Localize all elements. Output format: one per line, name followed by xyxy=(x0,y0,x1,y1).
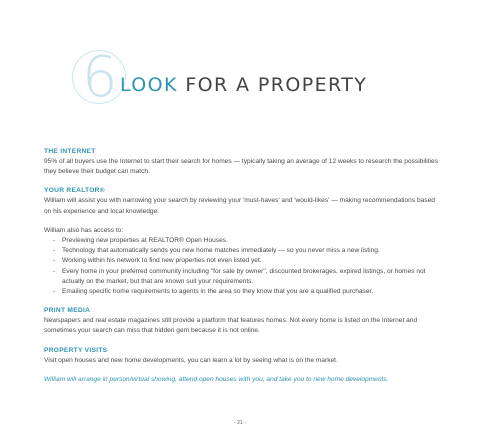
section-number: 6 xyxy=(82,45,118,110)
list-item: - Emailing specific home requirements to agents in the area so they know that you are a qualified purchaser. xyxy=(53,288,374,296)
heading-print-media: PRINT MEDIA xyxy=(44,307,91,315)
document-body xyxy=(44,147,442,385)
page-title-rest: FOR A PROPERTY xyxy=(177,74,368,96)
list-item: - Technology that automatically sends you new home matches immediately — so you never miss a new listing. xyxy=(53,247,380,255)
page-title-accent: LOOK xyxy=(120,74,178,96)
paragraph-print-media: Newspapers and real estate magazines still provide a platform that features homes. Not every home is listed on the Internet and sometimes your search can miss that hidden gem because it is not online. xyxy=(44,317,418,335)
access-list xyxy=(44,236,442,297)
list-item: - Every home in your preferred community including "for sale by owner", discounted brokerages, expired listings, or homes not actually on the market, but that are known suit your requirements. xyxy=(53,267,426,285)
closing-statement: William will arrange in person/virtual showing, attend open houses with you, and take you to new home developments. xyxy=(44,375,389,383)
heading-realtor: YOUR REALTOR® xyxy=(44,187,105,195)
list-item: - Previewing new properties at REALTOR® Open Houses. xyxy=(53,237,228,245)
section-title xyxy=(72,45,452,110)
paragraph-property-visits: Visit open houses and new home developments, you can learn a lot by seeing what is on the market. xyxy=(44,356,338,364)
heading-internet: THE INTERNET xyxy=(44,148,96,155)
access-intro: William also has access to: xyxy=(44,226,124,234)
page-title xyxy=(120,74,367,96)
paragraph-realtor: William will assist you with narrowing your search by reviewing your 'must-haves' and 'would-likes' — making recommendations based on his experience and local knowledge. xyxy=(44,197,435,215)
heading-property-visits: PROPERTY VISITS xyxy=(44,346,108,354)
page-number: - 21 - xyxy=(233,420,247,426)
paragraph-internet: 95% of all buyers use the Internet to start their search for homes — typically taking an average of 12 weeks to research the possibilities they believe their budget can match. xyxy=(44,158,438,176)
list-item: - Working within his network to find new properties not even listed yet. xyxy=(53,257,262,265)
